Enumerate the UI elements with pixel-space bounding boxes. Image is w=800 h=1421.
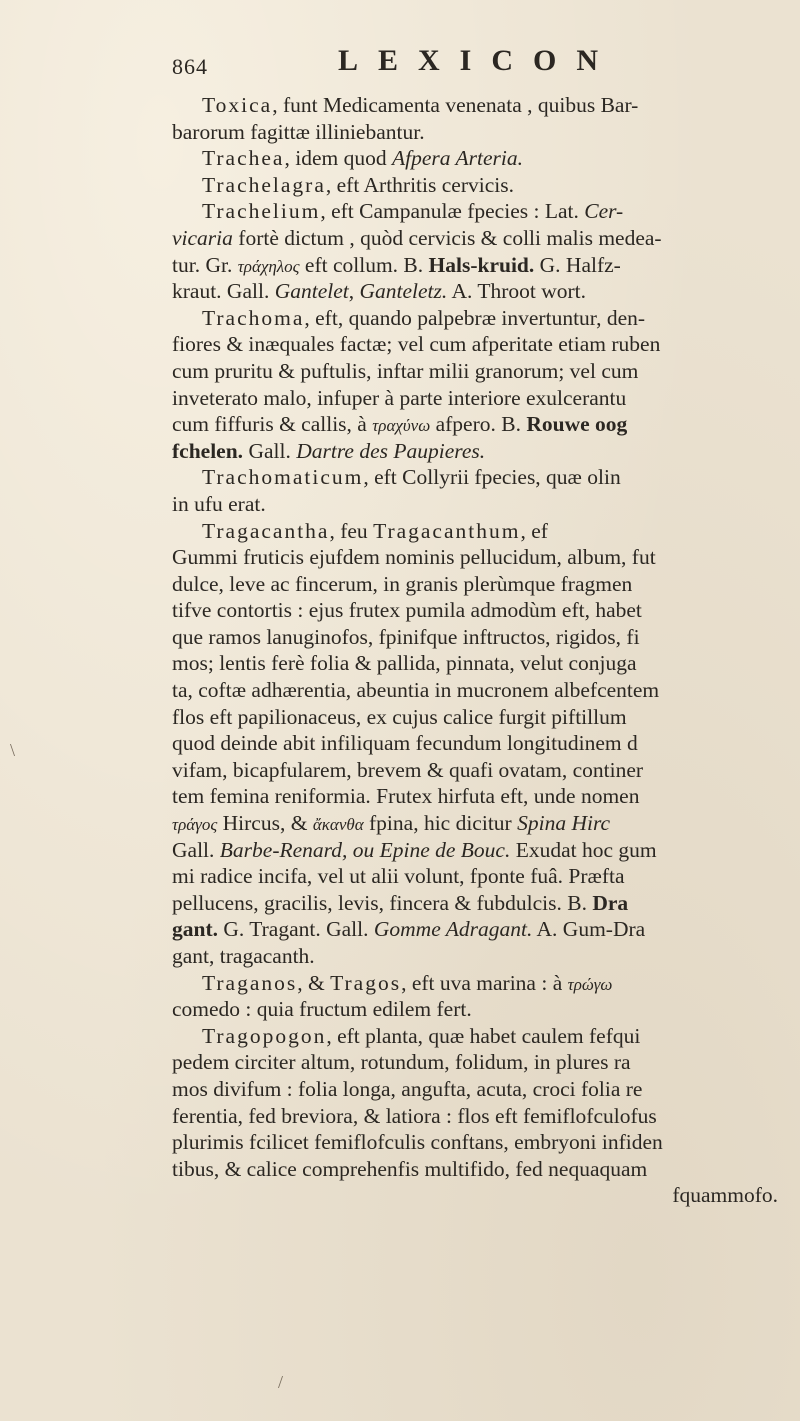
text-run: , feu: [329, 518, 374, 543]
text-line: [172, 1182, 792, 1209]
text-run: mos; lentis ferè folia & pallida, pinnata, velut conjuga: [172, 651, 637, 676]
text-run: barorum fagittæ illiniebantur.: [172, 119, 425, 144]
text-run: Gall.: [172, 837, 220, 862]
text-line: [172, 491, 792, 518]
italic-term: Gomme Adragant.: [373, 917, 533, 942]
text-run: , eft Arthritis cervicis.: [325, 172, 514, 197]
dictionary-entries: [172, 92, 792, 1209]
italic-term: Cer-: [584, 199, 624, 224]
text-run: G. Tragant. Gall.: [218, 917, 374, 942]
text-run: que ramos lanuginofos, fpinifque inftructos, rigidos, fi: [172, 624, 640, 649]
text-run: G. Halfz-: [534, 252, 621, 277]
text-run: , eft uva marina : à: [401, 970, 568, 995]
text-line: [172, 198, 792, 225]
text-run: plurimis fcilicet femiflofculis conftans, embryoni infiden: [172, 1130, 663, 1155]
greek-term: τράγος: [172, 815, 218, 835]
entry-headword: Trachea: [202, 146, 285, 171]
text-line: [172, 677, 792, 704]
text-run: , eft Collyrii fpecies, quæ olin: [363, 465, 621, 490]
text-line: [172, 757, 792, 784]
text-line: [172, 837, 792, 864]
text-line: [172, 1103, 792, 1130]
text-run: , &: [297, 970, 331, 995]
text-run: fpina, hic dicitur: [363, 811, 518, 836]
text-line: [172, 119, 792, 146]
text-line: [172, 331, 792, 358]
text-run: Exudat hoc gum: [510, 837, 657, 862]
running-title: LEXICON: [338, 44, 619, 77]
margin-tick-mark: \: [10, 740, 16, 760]
text-line: [172, 597, 792, 624]
text-line: [172, 1049, 792, 1076]
text-run: dulce, leve ac fincerum, in granis plerùmque fragmen: [172, 571, 633, 596]
text-run: fiores & inæquales factæ; vel cum afperitate etiam ruben: [172, 332, 661, 357]
text-line: [172, 1023, 792, 1050]
text-line: [172, 916, 792, 943]
text-line: [172, 810, 792, 837]
text-run: tibus, & calice comprehenfis multifido, fed nequaquam: [172, 1156, 648, 1181]
text-line: [172, 252, 792, 279]
text-run: afpero. B.: [430, 412, 527, 437]
blackletter-term: gant.: [172, 917, 218, 942]
text-run: Hircus, &: [217, 811, 313, 836]
italic-term: Afpera Arteria.: [391, 146, 523, 171]
text-line: [172, 464, 792, 491]
text-run: tem femina reniformia. Frutex hirfuta eft, unde nomen: [172, 784, 640, 809]
text-line: [172, 890, 792, 917]
italic-term: Gantelet: [274, 279, 349, 304]
text-run: inveterato malo, infuper à parte interiore exulcerantu: [172, 385, 627, 410]
entry-headword: Trachelagra: [202, 172, 326, 197]
text-run: pedem circiter altum, rotundum, folidum, in plures ra: [172, 1050, 631, 1075]
text-run: ta, coftæ adhærentia, abeuntia in mucronem albefcentem: [172, 678, 660, 703]
blackletter-term: Hals-kruid.: [428, 252, 535, 277]
text-line: [172, 863, 792, 890]
text-run: , eft Campanulæ fpecies : Lat.: [320, 199, 585, 224]
text-run: in ufu erat.: [172, 491, 266, 516]
text-line: [172, 92, 792, 119]
text-line: [172, 730, 792, 757]
text-line: [172, 1076, 792, 1103]
text-run: mi radice incifa, vel ut alii volunt, fponte fuâ. Præfta: [172, 864, 625, 889]
text-run: quod deinde abit infiliquam fecundum longitudinem d: [172, 731, 638, 756]
text-line: [172, 1156, 792, 1183]
text-line: [172, 704, 792, 731]
text-run: ,: [348, 279, 360, 304]
entry-headword: Toxica: [202, 93, 273, 117]
text-line: [172, 783, 792, 810]
text-line: [172, 385, 792, 412]
text-line: [172, 145, 792, 172]
text-line: [172, 438, 792, 465]
text-run: , ef: [520, 518, 548, 543]
greek-term: τραχύνω: [372, 416, 431, 436]
blackletter-term: fchelen.: [172, 438, 244, 463]
italic-term: Dartre des Paupieres.: [296, 438, 486, 463]
entry-headword: Tragacantha: [202, 518, 330, 543]
italic-term: Ganteletz.: [359, 279, 448, 304]
text-line: [172, 1129, 792, 1156]
text-line: [172, 411, 792, 438]
text-line: [172, 172, 792, 199]
text-line: [172, 544, 792, 571]
text-run: tur. Gr.: [172, 252, 238, 277]
text-run: , eft planta, quæ habet caulem fefqui: [326, 1023, 641, 1048]
entry-headword: Trachelium: [202, 199, 321, 224]
blackletter-term: Rouwe oog: [526, 412, 628, 437]
text-line: [172, 518, 792, 545]
italic-term: vicaria: [172, 225, 233, 250]
text-line: [172, 225, 792, 252]
greek-term: τρώγω: [567, 974, 613, 994]
margin-tick-mark: /: [278, 1372, 284, 1392]
text-line: [172, 278, 792, 305]
blackletter-term: Dra: [592, 890, 629, 915]
entry-headword: Trachoma: [202, 305, 305, 330]
text-run: cum fiffuris & callis, à: [172, 412, 373, 437]
text-run: tifve contortis : ejus frutex pumila admodùm eft, habet: [172, 598, 642, 623]
text-run: eft collum. B.: [299, 252, 429, 277]
entry-headword: Trachomaticum: [202, 465, 364, 490]
greek-term: ἄκανθα: [312, 815, 364, 835]
text-run: ferentia, fed breviora, & latiora : flos eft femiflofculofus: [172, 1103, 657, 1128]
text-line: [172, 624, 792, 651]
text-run: kraut. Gall.: [172, 279, 275, 304]
text-run: cum pruritu & puftulis, inftar milii granorum; vel cum: [172, 358, 639, 383]
italic-term: Barbe-Renard, ou Epine de Bouc.: [219, 837, 511, 862]
entry-headword: Traganos: [202, 970, 298, 995]
entry-headword: Tragos: [330, 970, 402, 995]
text-run: Gummi fruticis ejufdem nominis pellucidum, album, fut: [172, 545, 656, 570]
greek-term: τράχηλος: [237, 256, 300, 276]
page-header: [0, 44, 800, 88]
text-run: Gall.: [243, 438, 297, 463]
entry-headword: Tragacanthum: [373, 518, 521, 543]
page-number: 864: [172, 54, 208, 79]
text-run: vifam, bicapfularem, brevem & quafi ovatam, continer: [172, 757, 644, 782]
text-run: mos divifum : folia longa, angufta, acuta, croci folia re: [172, 1076, 643, 1101]
text-run: fquammofo.: [672, 1183, 778, 1208]
text-line: [172, 996, 792, 1023]
text-line: [172, 358, 792, 385]
text-run: , funt Medicamenta venenata , quibus Bar-: [272, 93, 639, 117]
text-line: [172, 571, 792, 598]
text-run: , eft, quando palpebræ invertuntur, den-: [304, 305, 646, 330]
text-run: pellucens, gracilis, levis, fincera & fubdulcis. B.: [172, 890, 593, 915]
text-run: comedo : quia fructum edilem fert.: [172, 997, 472, 1022]
text-line: [172, 943, 792, 970]
text-line: [172, 305, 792, 332]
text-run: flos eft papilionaceus, ex cujus calice furgit piftillum: [172, 704, 627, 729]
italic-term: Spina Hirc: [517, 811, 611, 836]
text-run: A. Throot wort.: [447, 279, 587, 304]
text-run: , idem quod: [284, 146, 392, 171]
entry-headword: Tragopogon: [202, 1023, 327, 1048]
text-line: [172, 970, 792, 997]
text-run: A. Gum-Dra: [532, 917, 646, 942]
text-line: [172, 650, 792, 677]
text-run: fortè dictum , quòd cervicis & colli malis medea-: [232, 225, 662, 250]
text-run: gant, tragacanth.: [172, 944, 315, 968]
